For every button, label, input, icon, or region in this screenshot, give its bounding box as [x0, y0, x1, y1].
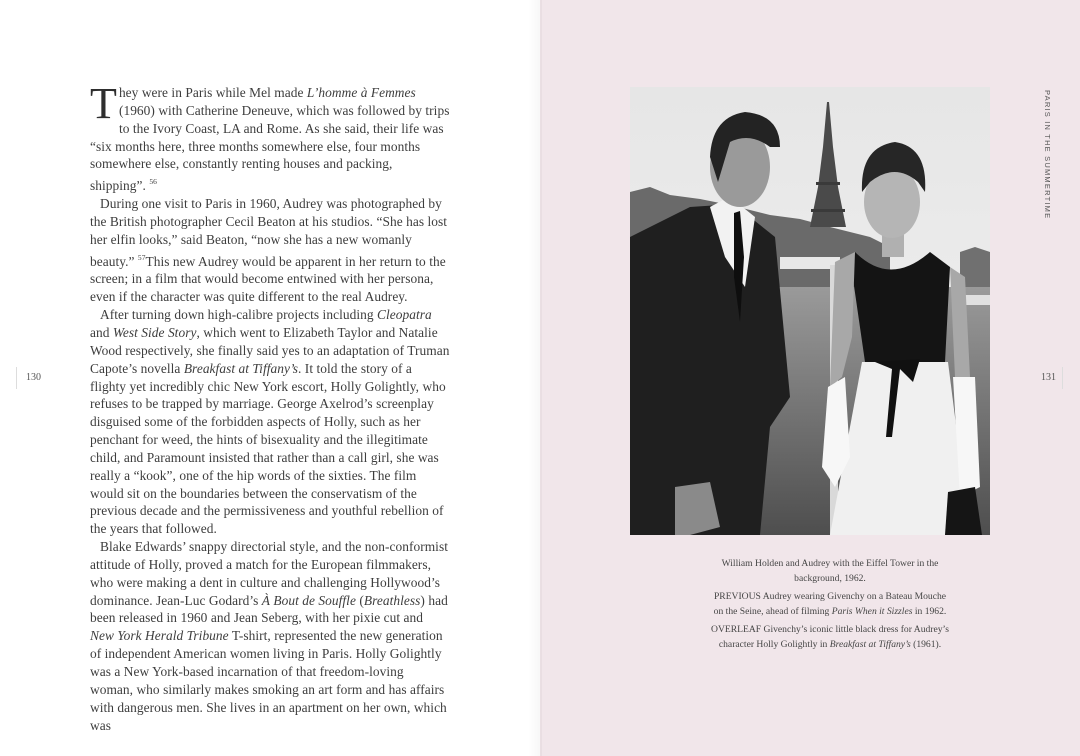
caption-overleaf: OVERLEAF Givenchy’s iconic little black dress for Audrey’s character Holly Golightly in Breakfast at Tiffany’s (1961). — [711, 624, 949, 650]
paragraph-3: After turning down high-calibre projects including Cleopatra and West Side Story, which went to Elizabeth Taylor and Natalie Wood respectively, she finally said yes to an adaptation of Truman Capote’s novella Breakfast at Tiffany’s. It told the story of a flighty yet incredibly chic New York escort, Holly Golightly, who refuses to be trapped by marriage. George Axelrod’s screenplay disguised some of the forbidden aspects of Holly, such as her penchant for weed, the hints of bisexuality and the illegitimate child, and Paramount insisted that rather than a call girl, she was really a “kook”, one of the hip words of the sixties. The film would sit on the boundaries between the conservatism of the previous decade and the permissiveness and youthful rebellion of the years that followed. — [90, 307, 450, 537]
photo-caption — [710, 557, 950, 656]
body-text — [90, 79, 450, 734]
paragraph-1: They were in Paris while Mel made L’homme à Femmes (1960) with Catherine Deneuve, which was followed by trips to the Ivory Coast, LA and Rome. As she said, their life was “six months here, three months somewhere else, four months somewhere else, constantly renting houses and packing, shipping”. $^{56}$ — [90, 79, 450, 194]
newspaper-title: New York Herald Tribune — [90, 628, 229, 644]
film-title: Cleopatra — [377, 307, 432, 323]
paragraph-2: During one visit to Paris in 1960, Audrey was photographed by the British photographer Cecil Beaton at his studios. “She has lost her elfin looks,” said Beaton, “now she has a new womanly beauty.” $^{57}$This new Audrey would be apparent in her return to the screen; in a film that would become entwined with her persona, even if the character was quite different to the real Audrey. — [90, 196, 448, 305]
film-title: L’homme à Femmes — [306, 85, 416, 100]
footnote-ref: 56 — [149, 177, 157, 187]
film-title: West Side Story — [112, 324, 197, 340]
page-number-left: 130 — [26, 372, 41, 383]
caption-main: William Holden and Audrey with the Eiffel Tower in the background, 1962. — [721, 558, 939, 584]
page-number-right: 131 — [1041, 372, 1056, 383]
photo-illustration — [630, 87, 990, 535]
paragraph-4: Blake Edwards’ snappy directorial style, and the non-conformist attitude of Holly, proved a match for the European filmmakers, who were making a dent in culture and challenging Hollywood’s dominance. Jean-Luc Godard’s À Bout de Souffle (Breathless) had been released in 1960 and Jean Seberg, with her pixie cut and New York Herald Tribune T-shirt, represented the new generation of independent American women living in Paris. Holly Golightly was a New York-based incarnation of that freedom-loving woman, who similarly makes smoking an art form and has affairs with dangerous men. She lives in an apartment on her own, which was — [90, 539, 448, 733]
photograph — [630, 87, 990, 535]
footnote-ref: 57 — [137, 252, 146, 262]
book-title: Breakfast at Tiffany’s — [183, 360, 299, 376]
film-title: À Bout de Souffle — [261, 592, 356, 608]
book-spine — [528, 0, 542, 756]
running-head: PARIS IN THE SUMMERTIME — [1043, 90, 1052, 220]
film-title: Breathless — [363, 592, 421, 608]
folio-divider — [1062, 367, 1063, 389]
caption-previous: PREVIOUS Audrey wearing Givenchy on a Bateau Mouche on the Seine, ahead of filming Paris When it Sizzles in 1962. — [713, 591, 947, 617]
folio-divider — [16, 367, 17, 389]
drop-cap: T — [90, 79, 117, 128]
